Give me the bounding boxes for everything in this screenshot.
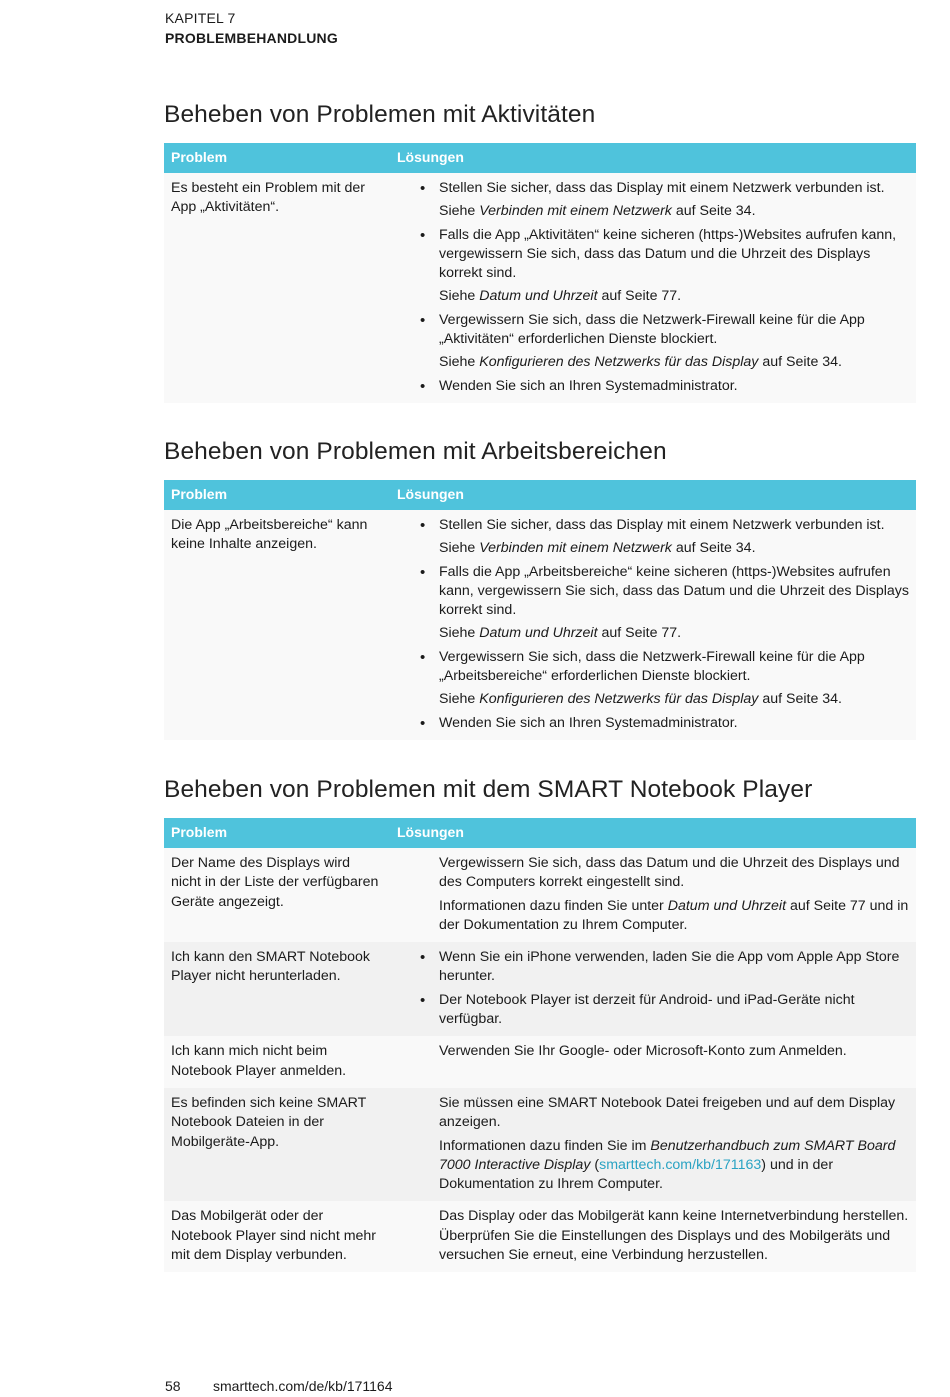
solution-text: • Wenden Sie sich an Ihren Systemadministrator. <box>439 714 738 731</box>
page-footer <box>165 1376 393 1396</box>
problem-cell: Der Name des Displays wird nicht in der Liste der verfügbaren Geräte angezeigt. <box>164 848 390 942</box>
solution-text: • Falls die App „Arbeitsbereiche“ keine sicheren (https-)Websites aufrufen kann, vergewissern Sie sich, dass das Datum und die Uhrzeit des Displays korrekt sind. <box>439 563 909 619</box>
solutions-cell <box>390 1201 916 1272</box>
column-header-problem: Problem <box>164 818 390 848</box>
see-also-text: Siehe Konfigurieren des Netzwerks für das Display auf Seite 34. <box>439 354 842 371</box>
solution-text: • Wenn Sie ein iPhone verwenden, laden Sie die App vom Apple App Store herunter. <box>439 949 900 985</box>
solution-item <box>411 1094 909 1194</box>
page-number: 58 <box>165 1378 181 1394</box>
solution-text: • Vergewissern Sie sich, dass die Netzwerk-Firewall keine für die App „Arbeitsbereiche“ erforderlichen Dienste blockiert. <box>439 648 865 685</box>
see-also-text: Informationen dazu finden Sie unter Datum und Uhrzeit auf Seite 77 und in der Dokumentation zu Ihrem Computer. <box>439 897 909 933</box>
solution-item <box>411 854 909 935</box>
troubleshooting-table <box>164 480 916 740</box>
solution-item <box>411 563 909 644</box>
chapter-label: KAPITEL 7 <box>165 10 236 26</box>
table-row <box>164 1088 916 1201</box>
table-row <box>164 848 916 942</box>
column-header-problem: Problem <box>164 480 390 510</box>
footer-url[interactable]: smarttech.com/de/kb/171164 <box>213 1378 393 1394</box>
table-header-row <box>164 818 916 848</box>
table-row <box>164 173 916 403</box>
see-also-text: Siehe Datum und Uhrzeit auf Seite 77. <box>439 288 682 305</box>
see-also-text: Siehe Verbinden mit einem Netzwerk auf Seite 34. <box>439 540 756 557</box>
table-row <box>164 942 916 1036</box>
solutions-cell <box>390 942 916 1036</box>
solutions-cell <box>390 1036 916 1088</box>
running-header <box>165 8 338 48</box>
table-row <box>164 1036 916 1088</box>
section-activities <box>164 100 916 403</box>
table-header-row <box>164 143 916 173</box>
problem-cell: Ich kann mich nicht beim Notebook Player anmelden. <box>164 1036 390 1088</box>
column-header-problem: Problem <box>164 143 390 173</box>
solution-item <box>411 948 909 987</box>
section-notebook-player <box>164 775 916 1272</box>
solution-text: • Stellen Sie sicher, dass das Display mit einem Netzwerk verbunden ist. <box>439 517 885 533</box>
problem-cell: Die App „Arbeitsbereiche“ kann keine Inhalte anzeigen. <box>164 510 390 740</box>
troubleshooting-table <box>164 143 916 403</box>
solution-item <box>411 1042 909 1061</box>
solution-item <box>411 714 909 733</box>
solution-item <box>411 226 909 307</box>
solution-text: • Falls die App „Aktivitäten“ keine sicheren (https-)Websites aufrufen kann, vergewissern Sie sich, dass das Datum und die Uhrzeit des Displays korrekt sind. <box>439 226 897 282</box>
solution-text: • Wenden Sie sich an Ihren Systemadministrator. <box>439 377 738 394</box>
table-row <box>164 510 916 740</box>
solutions-cell <box>390 848 916 942</box>
table-row <box>164 1201 916 1272</box>
solution-item <box>411 311 909 373</box>
column-header-solutions: Lösungen <box>390 818 916 848</box>
solution-item <box>411 991 909 1030</box>
problem-cell: Es befinden sich keine SMART Notebook Dateien in der Mobilgeräte-App. <box>164 1088 390 1201</box>
solutions-cell <box>390 173 916 403</box>
solution-text: Das Display oder das Mobilgerät kann keine Internetverbindung herstellen. Überprüfen Sie die Einstellungen des Displays und des Mobilgeräts und versuchen Sie erneut, eine Verbindung herzustellen. <box>439 1208 909 1264</box>
solution-item <box>411 516 909 559</box>
problem-cell: Es besteht ein Problem mit der App „Aktivitäten“. <box>164 173 390 403</box>
see-also-text: Informationen dazu finden Sie im Benutzerhandbuch zum SMART Board 7000 Interactive Display (smarttech.com/kb/171163) und in der Dokumentation zu Ihrem Computer. <box>439 1137 896 1193</box>
solution-text: • Der Notebook Player ist derzeit für Android- und iPad-Geräte nicht verfügbar. <box>439 991 855 1028</box>
section-workspaces <box>164 437 916 740</box>
solution-text: Vergewissern Sie sich, dass das Datum und die Uhrzeit des Displays und des Computers korrekt eingestellt sind. <box>439 855 900 891</box>
column-header-solutions: Lösungen <box>390 480 916 510</box>
table-header-row <box>164 480 916 510</box>
column-header-solutions: Lösungen <box>390 143 916 173</box>
section-title: Beheben von Problemen mit Arbeitsbereichen <box>164 438 667 465</box>
solution-item <box>411 648 909 710</box>
see-also-text: Siehe Datum und Uhrzeit auf Seite 77. <box>439 625 682 642</box>
kb-link[interactable]: smarttech.com/kb/171163 <box>599 1156 762 1173</box>
solution-item <box>411 1207 909 1265</box>
solution-text: • Stellen Sie sicher, dass das Display mit einem Netzwerk verbunden ist. <box>439 180 885 196</box>
solution-item <box>411 179 909 222</box>
problem-cell: Ich kann den SMART Notebook Player nicht herunterladen. <box>164 942 390 1036</box>
solution-item <box>411 377 909 396</box>
problem-cell: Das Mobilgerät oder der Notebook Player sind nicht mehr mit dem Display verbunden. <box>164 1201 390 1272</box>
see-also-text: Siehe Konfigurieren des Netzwerks für das Display auf Seite 34. <box>439 691 842 708</box>
solution-text: Verwenden Sie Ihr Google- oder Microsoft-Konto zum Anmelden. <box>439 1043 847 1060</box>
chapter-title: PROBLEMBEHANDLUNG <box>165 30 338 46</box>
solution-text: Sie müssen eine SMART Notebook Datei freigeben und auf dem Display anzeigen. <box>439 1094 896 1131</box>
see-also-text: Siehe Verbinden mit einem Netzwerk auf Seite 34. <box>439 203 756 220</box>
troubleshooting-table <box>164 818 916 1272</box>
solution-text: • Vergewissern Sie sich, dass die Netzwerk-Firewall keine für die App „Aktivitäten“ erforderlichen Dienste blockiert. <box>439 311 865 348</box>
section-title: Beheben von Problemen mit Aktivitäten <box>164 101 596 128</box>
solutions-cell <box>390 1088 916 1201</box>
section-title: Beheben von Problemen mit dem SMART Notebook Player <box>164 776 813 803</box>
solutions-cell <box>390 510 916 740</box>
